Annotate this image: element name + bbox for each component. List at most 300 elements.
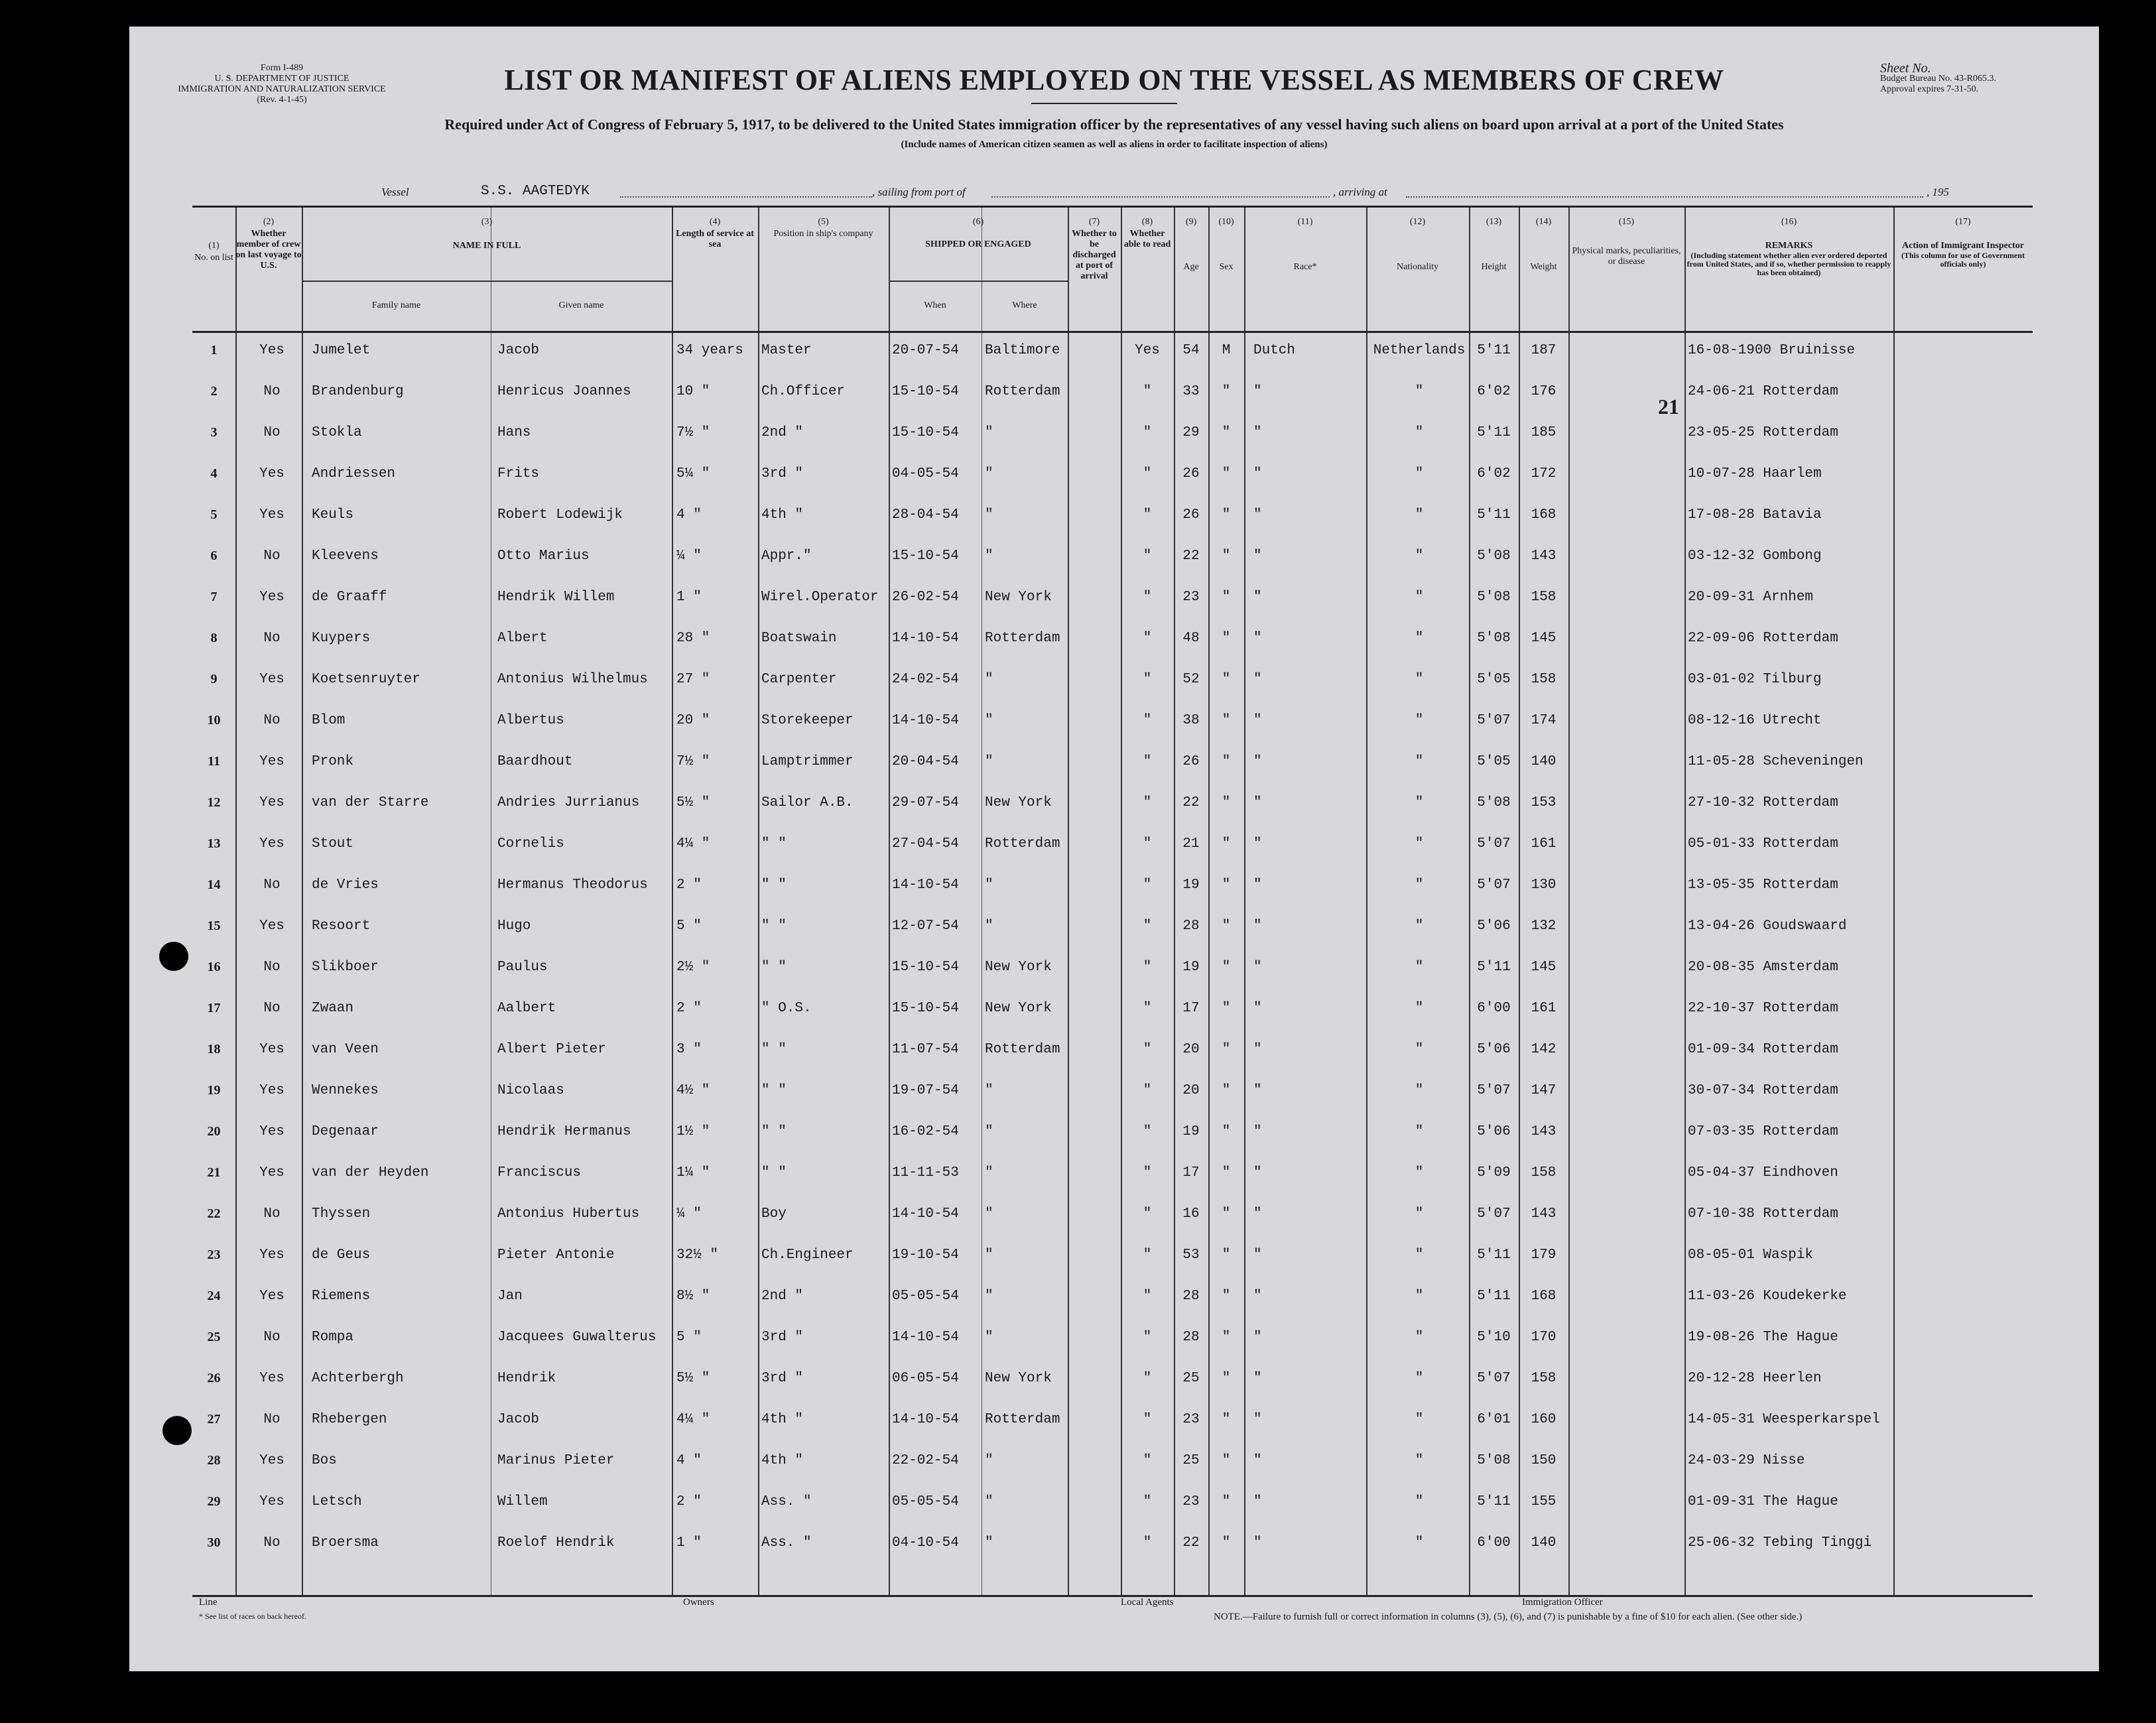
approval-expiry: Approval expires 7-31-50.: [1880, 84, 1979, 94]
cell-weight: 140: [1531, 1535, 1556, 1551]
cell-height: 5'08: [1477, 548, 1511, 564]
cell-service: 3 ": [676, 1042, 702, 1057]
cell-when: 15-10-54: [892, 960, 959, 975]
cell-height: 5'08: [1477, 795, 1511, 810]
cell-weight: 170: [1531, 1330, 1556, 1345]
header-no: (1) No. on list: [194, 241, 233, 263]
cell-remarks: 03-12-32 Gombong: [1688, 548, 1822, 564]
cell-height: 6'02: [1477, 466, 1511, 481]
header-family-name: Family name: [371, 300, 421, 310]
cell-age: 28: [1182, 1330, 1200, 1345]
cell-when: 15-10-54: [892, 425, 959, 440]
cell-service: 2 ": [676, 1494, 702, 1509]
cell-race: ": [1253, 1289, 1262, 1304]
cell-family: Koetsenruyter: [312, 672, 420, 687]
cell-nat: ": [1415, 1412, 1424, 1427]
header-read: (8) Whether able to read: [1123, 217, 1171, 249]
cell-remarks: 05-04-37 Eindhoven: [1688, 1165, 1838, 1181]
cell-position: Wirel.Operator: [761, 590, 879, 605]
cell-family: Resoort: [312, 919, 371, 934]
cell-position: " ": [761, 1124, 787, 1139]
cell-sex: ": [1222, 507, 1231, 523]
cell-weight: 161: [1531, 1001, 1556, 1016]
cell-given: Henricus Joannes: [497, 384, 631, 399]
document-title: LIST OR MANIFEST OF ALIENS EMPLOYED ON THE VESSEL AS MEMBERS OF CREW: [504, 64, 1724, 96]
footer-officer-label: Immigration Officer: [1522, 1597, 1603, 1608]
punch-hole: [162, 1416, 192, 1445]
cell-height: 5'10: [1477, 1330, 1511, 1345]
cell-read: ": [1143, 1124, 1152, 1139]
cell-height: 5'11: [1477, 1494, 1511, 1509]
table-row: [192, 416, 2033, 457]
cell-service: 1 ": [676, 590, 702, 605]
cell-given: Jacob: [497, 343, 540, 358]
footer-penalty-note: NOTE.—Failure to furnish full or correct information in columns (3), (5), (6), and (7) is punishable by a fine of $10 for each alien. (See other side.): [1214, 1612, 1803, 1622]
cell-position: 4th ": [761, 1412, 804, 1427]
footer-line-label: Line: [199, 1597, 218, 1608]
cell-last: Yes: [259, 1247, 285, 1263]
cell-no: 12: [207, 795, 221, 810]
header-given-name: Given name: [558, 300, 604, 310]
table-row: [192, 334, 2033, 375]
cell-position: Boatswain: [761, 631, 837, 646]
cell-nat: ": [1415, 1247, 1424, 1263]
cell-sex: ": [1222, 795, 1231, 810]
cell-service: 4 ": [676, 507, 702, 523]
cell-read: ": [1143, 507, 1152, 523]
cell-given: Antonius Wilhelmus: [497, 672, 648, 687]
cell-last: No: [263, 877, 281, 893]
cell-last: No: [263, 631, 281, 646]
cell-position: " ": [761, 919, 787, 934]
cell-service: 34 years: [676, 343, 743, 358]
cell-remarks: 27-10-32 Rotterdam: [1688, 795, 1838, 810]
cell-age: 25: [1182, 1453, 1200, 1468]
cell-given: Hendrik: [497, 1371, 556, 1386]
cell-height: 5'07: [1477, 836, 1511, 852]
cell-race: ": [1253, 836, 1262, 852]
cell-family: Zwaan: [312, 1001, 354, 1016]
cell-age: 25: [1182, 1371, 1200, 1386]
cell-weight: 158: [1531, 1371, 1556, 1386]
cell-no: 20: [207, 1124, 221, 1139]
cell-where: ": [985, 1124, 993, 1139]
cell-position: " ": [761, 877, 787, 893]
cell-last: Yes: [259, 343, 285, 358]
table-row: [192, 868, 2033, 909]
cell-age: 26: [1182, 466, 1200, 481]
cell-family: de Vries: [312, 877, 379, 893]
cell-when: 06-05-54: [892, 1371, 959, 1386]
cell-weight: 168: [1531, 1289, 1556, 1304]
cell-family: Pronk: [312, 754, 354, 769]
cell-sex: ": [1222, 1247, 1231, 1263]
header-discharged: (7) Whether to be discharged at port of arrival: [1072, 217, 1117, 281]
cell-read: Yes: [1135, 343, 1160, 358]
cell-no: 1: [210, 343, 218, 357]
cell-remarks: 07-10-38 Rotterdam: [1688, 1206, 1838, 1222]
cell-where: ": [985, 672, 993, 687]
cell-last: No: [263, 425, 281, 440]
cell-service: 1½ ": [676, 1124, 710, 1139]
table-row: [192, 909, 2033, 950]
cell-position: 4th ": [761, 1453, 804, 1468]
cell-where: ": [985, 1083, 993, 1098]
cell-family: Stokla: [312, 425, 362, 440]
cell-sex: ": [1222, 425, 1231, 440]
table-row: [192, 498, 2033, 539]
cell-sex: ": [1222, 548, 1231, 564]
cell-when: 16-02-54: [892, 1124, 959, 1139]
year-label: , 195: [1927, 186, 1949, 198]
cell-where: ": [985, 1289, 993, 1304]
cell-last: No: [263, 713, 281, 728]
cell-given: Jacob: [497, 1412, 540, 1427]
cell-weight: 187: [1531, 343, 1556, 358]
table-row: [192, 1156, 2033, 1197]
table-row: [192, 539, 2033, 580]
cell-where: New York: [985, 590, 1052, 605]
cell-where: ": [985, 1165, 993, 1181]
cell-race: ": [1253, 795, 1262, 810]
cell-sex: ": [1222, 1494, 1231, 1509]
cell-service: 32½ ": [676, 1247, 719, 1263]
cell-read: ": [1143, 590, 1152, 605]
cell-given: Hans: [497, 425, 531, 440]
cell-race: ": [1253, 754, 1262, 769]
cell-race: ": [1253, 1001, 1262, 1016]
cell-service: 5½ ": [676, 1371, 710, 1386]
cell-remarks: 20-09-31 Arnhem: [1688, 590, 1814, 605]
cell-age: 38: [1182, 713, 1200, 728]
cell-race: ": [1253, 507, 1262, 523]
cell-no: 5: [210, 507, 218, 522]
cell-where: New York: [985, 1371, 1052, 1386]
cell-position: 3rd ": [761, 1371, 804, 1386]
cell-last: Yes: [259, 1453, 285, 1468]
cell-sex: ": [1222, 1206, 1231, 1222]
table-row: [192, 950, 2033, 991]
cell-race: ": [1253, 960, 1262, 975]
cell-race: ": [1253, 919, 1262, 934]
cell-sex: ": [1222, 1042, 1231, 1057]
cell-family: de Graaff: [312, 590, 387, 605]
cell-remarks: 25-06-32 Tebing Tinggi: [1688, 1535, 1872, 1551]
cell-nat: ": [1415, 919, 1424, 934]
cell-family: Andriessen: [312, 466, 396, 481]
cell-remarks: 24-03-29 Nisse: [1688, 1453, 1805, 1468]
table-row: [192, 704, 2033, 745]
cell-weight: 179: [1531, 1247, 1556, 1263]
cell-no: 6: [210, 548, 218, 563]
cell-last: No: [263, 1412, 281, 1427]
cell-sex: M: [1222, 343, 1231, 358]
cell-age: 16: [1182, 1206, 1200, 1222]
cell-family: Kleevens: [312, 548, 379, 564]
manifest-sheet: [129, 27, 2099, 1671]
cell-race: ": [1253, 466, 1262, 481]
cell-read: ": [1143, 795, 1152, 810]
cell-position: 3rd ": [761, 1330, 804, 1345]
cell-where: ": [985, 1247, 993, 1263]
cell-service: 4¼ ": [676, 1412, 710, 1427]
cell-remarks: 16-08-1900 Bruinisse: [1688, 343, 1856, 358]
cell-family: Achterbergh: [312, 1371, 404, 1386]
cell-nat: ": [1415, 713, 1424, 728]
cell-last: Yes: [259, 795, 285, 810]
cell-sex: ": [1222, 672, 1231, 687]
cell-last: Yes: [259, 1494, 285, 1509]
cell-age: 20: [1182, 1083, 1200, 1098]
cell-given: Jan: [497, 1289, 523, 1304]
department-name: U. S. DEPARTMENT OF JUSTICE: [214, 74, 349, 84]
cell-no: 3: [210, 425, 218, 440]
cell-no: 29: [207, 1494, 221, 1509]
cell-where: ": [985, 1330, 993, 1345]
cell-height: 5'11: [1477, 343, 1511, 358]
cell-read: ": [1143, 1453, 1152, 1468]
cell-when: 05-05-54: [892, 1494, 959, 1509]
cell-height: 5'07: [1477, 1206, 1511, 1222]
table-row: [192, 827, 2033, 868]
cell-position: Appr.": [761, 548, 812, 564]
cell-remarks: 08-05-01 Waspik: [1688, 1247, 1814, 1263]
vessel-label: Vessel: [381, 186, 409, 198]
cell-no: 14: [207, 877, 221, 892]
cell-service: 20 ": [676, 713, 710, 728]
cell-service: 5¼ ": [676, 466, 710, 481]
cell-weight: 145: [1531, 631, 1556, 646]
cell-where: ": [985, 466, 993, 481]
cell-race: ": [1253, 425, 1262, 440]
cell-height: 5'09: [1477, 1165, 1511, 1181]
cell-last: Yes: [259, 466, 285, 481]
header-race: (11) Race*: [1293, 217, 1317, 272]
cell-nat: ": [1415, 1124, 1424, 1139]
cell-weight: 160: [1531, 1412, 1556, 1427]
table-row: [192, 786, 2033, 827]
cell-last: No: [263, 384, 281, 399]
cell-age: 48: [1182, 631, 1200, 646]
cell-where: Rotterdam: [985, 836, 1060, 852]
cell-position: " ": [761, 1083, 787, 1098]
cell-service: 10 ": [676, 384, 710, 399]
cell-service: ¼ ": [676, 548, 702, 564]
cell-no: 9: [210, 672, 218, 686]
cell-age: 19: [1182, 960, 1200, 975]
cell-weight: 158: [1531, 1165, 1556, 1181]
cell-weight: 161: [1531, 836, 1556, 852]
cell-sex: ": [1222, 1412, 1231, 1427]
cell-weight: 172: [1531, 466, 1556, 481]
cell-weight: 150: [1531, 1453, 1556, 1468]
cell-age: 28: [1182, 919, 1200, 934]
cell-height: 5'08: [1477, 631, 1511, 646]
header-height: (13) Height: [1481, 217, 1507, 272]
cell-no: 13: [207, 836, 221, 851]
header-name-in-full: (3) NAME IN FULL: [452, 217, 521, 251]
cell-remarks: 05-01-33 Rotterdam: [1688, 836, 1838, 852]
cell-family: Slikboer: [312, 960, 379, 975]
cell-read: ": [1143, 713, 1152, 728]
cell-nat: ": [1415, 507, 1424, 523]
header-weight: (14) Weight: [1530, 217, 1557, 272]
header-shipped: (6) SHIPPED OR ENGAGED: [925, 217, 1031, 249]
cell-weight: 168: [1531, 507, 1556, 523]
service-name: IMMIGRATION AND NATURALIZATION SERVICE: [178, 84, 386, 94]
cell-no: 18: [207, 1042, 221, 1056]
table-row: [192, 745, 2033, 786]
cell-when: 11-11-53: [892, 1165, 959, 1181]
cell-given: Albertus: [497, 713, 564, 728]
cell-service: 1 ": [676, 1535, 702, 1551]
cell-height: 6'02: [1477, 384, 1511, 399]
cell-remarks: 19-08-26 The Hague: [1688, 1330, 1838, 1345]
cell-read: ": [1143, 1494, 1152, 1509]
cell-family: Rompa: [312, 1330, 354, 1345]
table-row: [192, 1444, 2033, 1485]
table-row: [192, 1403, 2033, 1444]
cell-no: 4: [210, 466, 218, 481]
table-row: [192, 1033, 2033, 1074]
cell-given: Otto Marius: [497, 548, 590, 564]
vessel-line: [381, 179, 1960, 202]
cell-remarks: 13-05-35 Rotterdam: [1688, 877, 1838, 893]
cell-when: 15-10-54: [892, 548, 959, 564]
cell-age: 54: [1182, 343, 1200, 358]
cell-age: 29: [1182, 425, 1200, 440]
cell-height: 5'07: [1477, 877, 1511, 893]
table-row: [192, 1526, 2033, 1567]
header-position: (5) Position in ship's company: [773, 217, 873, 239]
cell-age: 17: [1182, 1001, 1200, 1016]
cell-age: 22: [1182, 1535, 1200, 1551]
cell-race: ": [1253, 1083, 1262, 1098]
cell-race: ": [1253, 1412, 1262, 1427]
cell-position: Sailor A.B.: [761, 795, 854, 810]
cell-weight: 155: [1531, 1494, 1556, 1509]
cell-sex: ": [1222, 590, 1231, 605]
table-row: [192, 457, 2033, 498]
cell-weight: 158: [1531, 672, 1556, 687]
cell-service: 2 ": [676, 1001, 702, 1016]
cell-given: Cornelis: [497, 836, 564, 852]
cell-weight: 132: [1531, 919, 1556, 934]
cell-nat: ": [1415, 1535, 1424, 1551]
cell-nat: ": [1415, 1042, 1424, 1057]
cell-last: Yes: [259, 1083, 285, 1098]
cell-service: 27 ": [676, 672, 710, 687]
cell-remarks: 30-07-34 Rotterdam: [1688, 1083, 1838, 1098]
cell-where: New York: [985, 795, 1052, 810]
cell-height: 5'06: [1477, 1124, 1511, 1139]
cell-age: 53: [1182, 1247, 1200, 1263]
cell-no: 25: [207, 1330, 221, 1344]
form-number: Form I-489: [260, 63, 304, 73]
cell-when: 14-10-54: [892, 631, 959, 646]
table-row: [192, 375, 2033, 416]
table-row: [192, 621, 2033, 663]
cell-sex: ": [1222, 1535, 1231, 1551]
cell-no: 2: [210, 384, 218, 399]
cell-where: ": [985, 425, 993, 440]
cell-service: 4½ ": [676, 1083, 710, 1098]
cell-remarks: 23-05-25 Rotterdam: [1688, 425, 1838, 440]
cell-read: ": [1143, 1371, 1152, 1386]
cell-service: 2 ": [676, 877, 702, 893]
cell-position: " ": [761, 836, 787, 852]
cell-nat: ": [1415, 795, 1424, 810]
cell-family: Brandenburg: [312, 384, 404, 399]
cell-service: 4 ": [676, 1453, 702, 1468]
cell-remarks: 22-09-06 Rotterdam: [1688, 631, 1838, 646]
cell-when: 11-07-54: [892, 1042, 959, 1057]
cell-position: 2nd ": [761, 1289, 804, 1304]
cell-remarks: 10-07-28 Haarlem: [1688, 466, 1822, 481]
cell-nat: ": [1415, 1206, 1424, 1222]
cell-read: ": [1143, 1247, 1152, 1263]
cell-height: 5'08: [1477, 590, 1511, 605]
cell-given: Andries Jurrianus: [497, 795, 640, 810]
cell-given: Hermanus Theodorus: [497, 877, 648, 893]
document-instruction: (Include names of American citizen seamen as well as aliens in order to facilitate inspection of aliens): [901, 139, 1328, 150]
cell-sex: ": [1222, 631, 1231, 646]
cell-nat: ": [1415, 548, 1424, 564]
cell-family: Keuls: [312, 507, 354, 523]
cell-age: 20: [1182, 1042, 1200, 1057]
cell-where: New York: [985, 960, 1052, 975]
cell-read: ": [1143, 1042, 1152, 1057]
header-where: Where: [1012, 300, 1037, 310]
cell-when: 27-04-54: [892, 836, 959, 852]
cell-remarks: 08-12-16 Utrecht: [1688, 713, 1822, 728]
cell-age: 26: [1182, 754, 1200, 769]
table-row: [192, 1320, 2033, 1362]
cell-when: 26-02-54: [892, 590, 959, 605]
vessel-dots: [620, 196, 872, 198]
cell-read: ": [1143, 384, 1152, 399]
cell-where: ": [985, 877, 993, 893]
cell-read: ": [1143, 466, 1152, 481]
cell-nat: ": [1415, 754, 1424, 769]
cell-last: Yes: [259, 1042, 285, 1057]
cell-nat: Netherlands: [1373, 343, 1466, 358]
cell-remarks: 22-10-37 Rotterdam: [1688, 1001, 1838, 1016]
cell-remarks: 20-12-28 Heerlen: [1688, 1371, 1822, 1386]
cell-age: 23: [1182, 1494, 1200, 1509]
cell-when: 20-07-54: [892, 343, 959, 358]
cell-given: Franciscus: [497, 1165, 582, 1181]
cell-age: 28: [1182, 1289, 1200, 1304]
header-physical-marks: (15) Physical marks, peculiarities, or disease: [1572, 217, 1681, 267]
sheet-number-label: Sheet No.: [1880, 61, 1931, 76]
cell-nat: ": [1415, 1001, 1424, 1016]
cell-nat: ": [1415, 1330, 1424, 1345]
table-row: [192, 991, 2033, 1033]
cell-nat: ": [1415, 1453, 1424, 1468]
cell-family: Riemens: [312, 1289, 371, 1304]
cell-last: No: [263, 1206, 281, 1222]
cell-no: 24: [207, 1289, 221, 1303]
cell-last: No: [263, 960, 281, 975]
cell-service: 7½ ": [676, 754, 710, 769]
cell-race: ": [1253, 1453, 1262, 1468]
cell-last: No: [263, 1001, 281, 1016]
cell-no: 27: [207, 1412, 221, 1427]
cell-remarks: 03-01-02 Tilburg: [1688, 672, 1822, 687]
cell-nat: ": [1415, 466, 1424, 481]
cell-read: ": [1143, 672, 1152, 687]
